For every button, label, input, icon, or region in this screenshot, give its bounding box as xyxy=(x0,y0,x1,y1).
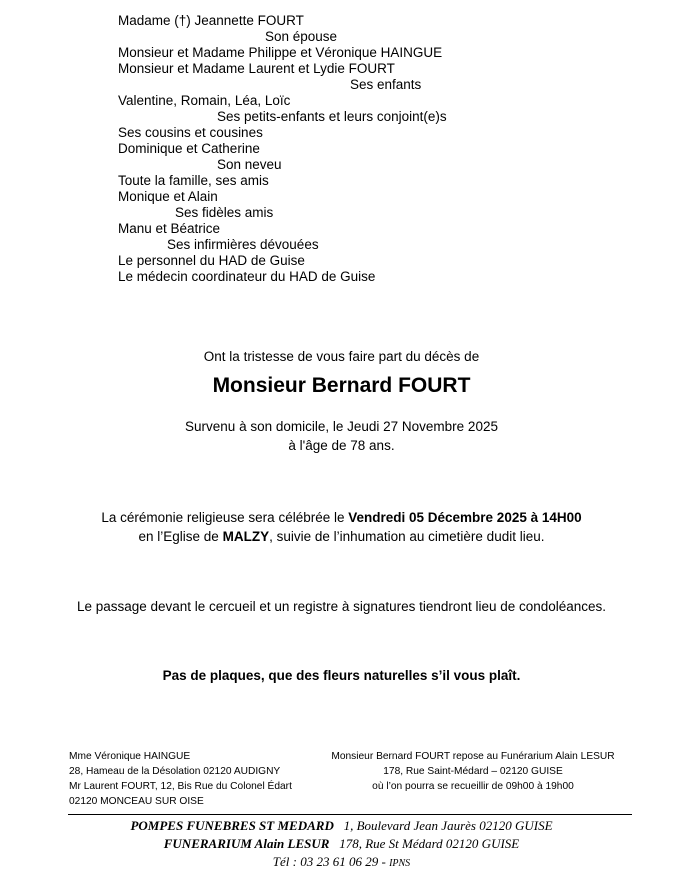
church-prefix: en l’Eglise de xyxy=(138,529,223,544)
funeral-company: POMPES FUNEBRES ST MEDARD xyxy=(130,818,334,833)
family-relation-label: Ses petits-enfants et leurs conjoint(e)s xyxy=(217,109,447,124)
family-member-line: Le médecin coordinateur du HAD de Guise xyxy=(118,269,376,284)
ceremony-prefix: La cérémonie religieuse sera célébrée le xyxy=(101,510,349,525)
addresses-left xyxy=(69,749,292,809)
announcement-intro: Ont la tristesse de vous faire part du décès de xyxy=(203,349,480,364)
footer-line-3 xyxy=(0,854,683,870)
family-relation-label: Son neveu xyxy=(217,157,282,172)
funeral-company-address: 1, Boulevard Jean Jaurès 02120 GUISE xyxy=(343,818,553,833)
family-member-line: Manu et Béatrice xyxy=(118,221,221,236)
flowers-note: Pas de plaques, que des fleurs naturelles s’il vous plaît. xyxy=(162,668,521,683)
family-relation-label: Ses enfants xyxy=(350,77,422,92)
funerarium-line: 178, Rue Saint-Médard – 02120 GUISE xyxy=(383,766,563,777)
ipns-tag: IPNS xyxy=(389,858,411,869)
condolences-text: Le passage devant le cercueil et un registre à signatures tiendront lieu de condoléances. xyxy=(76,599,607,614)
family-member-line: Le personnel du HAD de Guise xyxy=(118,253,305,268)
funerarium-name: FUNERARIUM Alain LESUR xyxy=(163,836,330,851)
family-relation-label: Son épouse xyxy=(265,29,338,44)
addresses-right xyxy=(314,749,632,794)
funerarium-line: Monsieur Bernard FOURT repose au Funérarium Alain LESUR xyxy=(331,751,615,762)
family-member-line: Madame (†) Jeannette FOURT xyxy=(118,13,304,28)
ceremony-line-1 xyxy=(0,510,683,525)
ceremony-line-2 xyxy=(0,529,683,544)
phone-number: Tél : 03 23 61 06 29 - xyxy=(272,854,386,869)
family-member-line: Toute la famille, ses amis xyxy=(118,173,269,188)
family-member-line: Ses cousins et cousines xyxy=(118,125,263,140)
family-member-line: Monsieur et Madame Laurent et Lydie FOURT xyxy=(118,61,395,76)
deceased-name: Monsieur Bernard FOURT xyxy=(212,374,471,397)
family-relation-label: Ses infirmières dévouées xyxy=(167,237,319,252)
address-line: Mr Laurent FOURT, 12, Bis Rue du Colonel Édart xyxy=(69,781,292,792)
church-suffix: , suivie de l’inhumation au cimetière dudit lieu. xyxy=(269,529,545,544)
church-place: MALZY xyxy=(222,529,270,544)
family-relation-label: Ses fidèles amis xyxy=(175,205,274,220)
age-line: à l'âge de 78 ans. xyxy=(288,438,395,453)
funerarium-address: 178, Rue St Médard 02120 GUISE xyxy=(339,836,520,851)
footer-line-2 xyxy=(0,836,683,852)
address-line: 28, Hameau de la Désolation 02120 AUDIGNY xyxy=(69,766,281,777)
family-member-line: Dominique et Catherine xyxy=(118,141,260,156)
address-line: 02120 MONCEAU SUR OISE xyxy=(69,796,204,807)
address-line: Mme Véronique HAINGUE xyxy=(69,751,191,762)
family-member-line: Monique et Alain xyxy=(118,189,218,204)
footer-divider xyxy=(68,814,632,815)
footer-line-1 xyxy=(0,818,683,834)
ceremony-date: Vendredi 05 Décembre 2025 à 14H00 xyxy=(348,510,582,525)
family-member-line: Monsieur et Madame Philippe et Véronique HAINGUE xyxy=(118,45,443,60)
death-line: Survenu à son domicile, le Jeudi 27 Novembre 2025 xyxy=(185,419,498,434)
family-member-line: Valentine, Romain, Léa, Loïc xyxy=(118,93,291,108)
funerarium-line: où l’on pourra se recueillir de 09h00 à 19h00 xyxy=(372,781,574,792)
